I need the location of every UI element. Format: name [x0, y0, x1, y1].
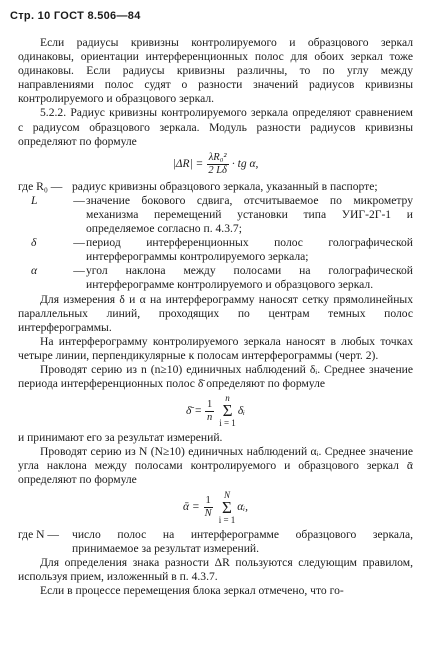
formula-delta-mean-numerator: 1: [206, 398, 213, 410]
definition-symbol: δ: [31, 236, 37, 250]
formula-delta-mean-denominator: n: [206, 411, 213, 423]
formula-alpha-mean-numerator: 1: [205, 495, 211, 507]
definition-symbol: α: [31, 264, 38, 278]
page-content: [18, 36, 413, 598]
formula-alpha-mean-denominator: N: [204, 508, 212, 520]
definition-n: [18, 528, 413, 556]
formula-delta-mean-lhs: δ̄ =: [186, 405, 202, 418]
sum-lower-limit: i = 1: [218, 514, 236, 525]
sum-upper-limit: n: [225, 393, 230, 404]
paragraph-7: Проводят серию из N (N≥10) единичных наблюдений αᵢ. Среднее значение угла наклона между полосами контролируемого и образцового зеркал ᾱ определяют по формуле: [18, 445, 413, 487]
formula-delta-r-lhs: |ΔR| =: [172, 158, 204, 171]
definition-r0: [18, 180, 413, 194]
formula-delta-r-rhs: · tg α,: [231, 158, 259, 171]
formula-delta-r-fraction: [206, 152, 229, 177]
formula-alpha-mean-lhs: ᾱ =: [183, 501, 200, 514]
definition-item: [18, 236, 413, 264]
definition-dash: —: [73, 264, 85, 278]
definition-symbol: L: [31, 193, 38, 207]
formula-alpha-mean-fraction: [203, 495, 214, 520]
definition-r0-label: где R₀ —: [18, 179, 63, 193]
definition-r0-text: радиус кривизны образцового зеркала, указанный в паспорте;: [72, 179, 378, 193]
formula-delta-r: [18, 152, 413, 177]
paragraph-1: Если радиусы кривизны контролируемого и образцового зеркал одинаковы, ориентации интерференционных полос для обоих зеркал тоже одинаковы. Если радиусы кривизны различны, то по углу между направлениями полос судят о разности значений радиусов кривизны контролируемого и образцового зеркал.: [18, 36, 413, 106]
sum-upper-limit: N: [223, 489, 230, 500]
formula-delta-r-denominator: 2 Lδ: [208, 164, 227, 176]
formula-delta-mean-sum: [219, 394, 236, 428]
formula-delta-mean-term: δᵢ: [237, 405, 245, 418]
definition-dash: —: [73, 193, 85, 207]
formula-delta-mean: [18, 394, 413, 428]
definition-item: [18, 194, 413, 236]
formula-delta-mean-fraction: [205, 399, 214, 424]
definition-n-label: где N —: [18, 527, 59, 541]
formula-delta-r-numerator: λR₀²: [208, 151, 227, 163]
paragraph-5: Проводят серию из n (n≥10) единичных наблюдений δᵢ. Среднее значение периода интерференционных полос δ̄ определяют по формуле: [18, 362, 413, 391]
definition-n-text: число полос на интерферограмме образцового зеркала, принимаемое за результат измерений.: [72, 527, 413, 555]
definition-item: [18, 264, 413, 292]
paragraph-6: и принимают его за результат измерений.: [18, 431, 223, 445]
paragraph-9: Если в процессе перемещения блока зеркал отмечено, что го-: [40, 583, 344, 597]
formula-alpha-mean: [18, 491, 413, 525]
sum-sigma: Σ: [222, 401, 233, 421]
page-header: Стр. 10 ГОСТ 8.506—84: [10, 10, 141, 22]
definitions-list: [18, 180, 413, 293]
definition-dash: —: [73, 236, 85, 250]
paragraph-2: 5.2.2. Радиус кривизны контролируемого зеркала определяют сравнением с радиусом образцового зеркала. Модуль разности радиусов кривизны определяют по формуле: [18, 106, 413, 148]
paragraph-4: На интерферограмму контролируемого зеркала наносят в любых точках четыре линии, перпендикулярные к полосам интерферограммы (черт. 2).: [18, 334, 413, 362]
formula-alpha-mean-term: αᵢ,: [237, 501, 248, 514]
definition-text: значение бокового сдвига, отсчитываемое по микрометру механизма перемещений установки типа УИГ-2Г-1 и определяемое согласно п. 4.3.7;: [86, 193, 413, 236]
sum-sigma: Σ: [222, 497, 232, 517]
sum-lower-limit: i = 1: [219, 418, 236, 429]
formula-alpha-mean-sum: [219, 491, 236, 525]
paragraph-8: Для определения знака разности ΔR пользуются следующим правилом, используя прием, изложенный в п. 4.3.7.: [18, 555, 413, 583]
definition-text: период интерференционных полос голографической интерферограммы контролируемого зеркала;: [86, 236, 413, 264]
paragraph-3: Для измерения δ и α на интерферограмму наносят сетку прямолинейных параллельных линий, проходящих по центрам темных полос интерферограммы.: [18, 292, 413, 334]
definition-text: угол наклона между полосами на голографической интерферограмме контролируемого и образцового зеркал.: [86, 264, 413, 292]
